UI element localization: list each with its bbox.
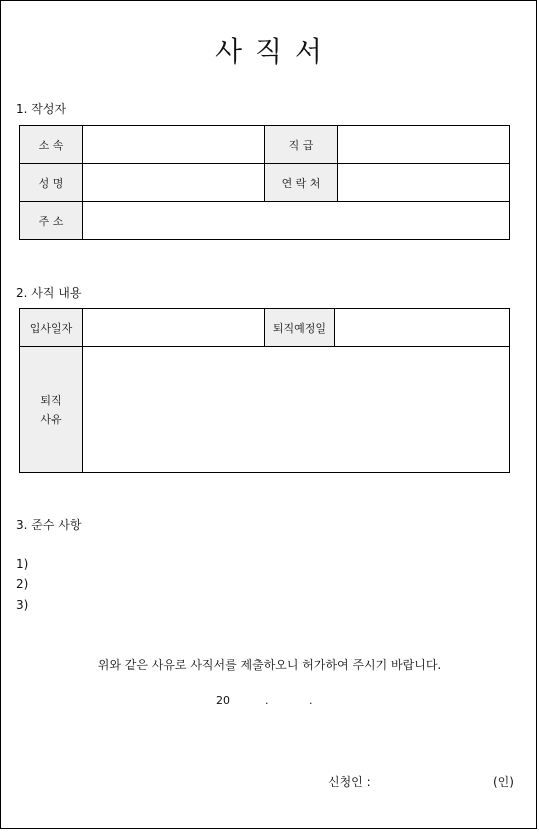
declaration-text: 위와 같은 사유로 사직서를 제출하오니 허가하여 주시기 바랍니다.: [97, 658, 442, 672]
reason-label-line-1: 퇴직: [40, 393, 62, 407]
name-label: 성 명: [20, 164, 83, 202]
seal-mark: (인): [493, 775, 514, 789]
resignation-row-2: [20, 347, 510, 473]
affiliation-label: 소 속: [20, 126, 83, 164]
section-2-heading: 2. 사직 내용: [16, 286, 82, 300]
author-table: [19, 125, 510, 240]
join-date-field[interactable]: [83, 309, 265, 347]
document-title: 사 직 서: [215, 35, 324, 68]
section-3-heading: 3. 준수 사항: [16, 518, 82, 532]
compliance-item-1: 1): [16, 557, 29, 571]
date-separator-1: .: [265, 694, 269, 707]
rank-label: 직 급: [265, 126, 338, 164]
contact-field[interactable]: [338, 164, 510, 202]
reason-field[interactable]: [83, 347, 510, 473]
resignation-row-1: [20, 309, 510, 347]
date-separator-2: .: [309, 694, 313, 707]
applicant-label: 신청인 :: [328, 775, 371, 789]
affiliation-field[interactable]: [83, 126, 265, 164]
join-date-label: 입사일자: [20, 309, 83, 347]
author-row-1: [20, 126, 510, 164]
planned-retire-label: 퇴직예정일: [265, 309, 335, 347]
section-1-heading: 1. 작성자: [16, 102, 67, 116]
date-year-prefix: 20: [216, 694, 230, 707]
resignation-table: [19, 308, 510, 473]
reason-label-line-2: 사유: [40, 412, 62, 426]
address-label: 주 소: [20, 202, 83, 240]
reason-label: [20, 347, 83, 473]
compliance-item-3: 3): [16, 598, 29, 612]
planned-retire-field[interactable]: [335, 309, 510, 347]
contact-label: 연 락 처: [265, 164, 338, 202]
compliance-item-2: 2): [16, 577, 29, 591]
rank-field[interactable]: [338, 126, 510, 164]
author-row-2: [20, 164, 510, 202]
author-row-3: [20, 202, 510, 240]
name-field[interactable]: [83, 164, 265, 202]
address-field[interactable]: [83, 202, 510, 240]
